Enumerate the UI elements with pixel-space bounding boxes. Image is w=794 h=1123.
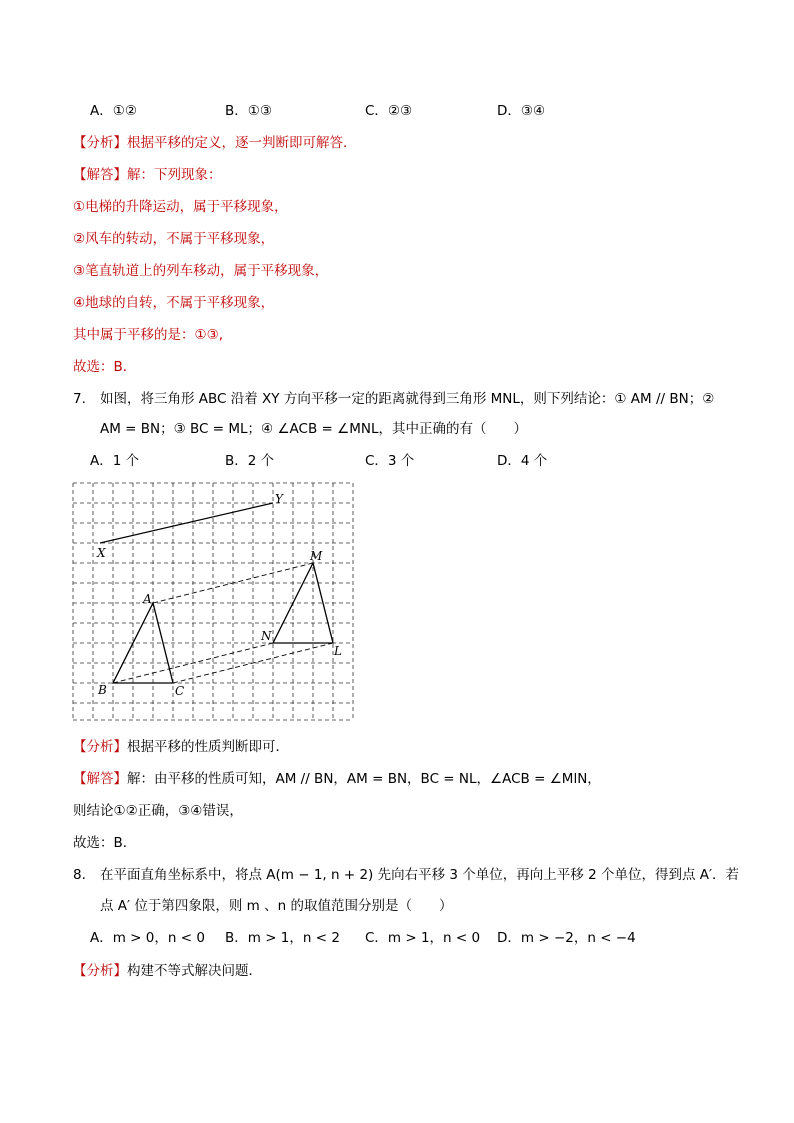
q6-analysis: [73, 133, 357, 153]
q7-option-b: B．2 个: [225, 453, 275, 469]
label-l: L: [334, 644, 342, 658]
conclusion-prefix: 其中属于平移的是：: [73, 327, 195, 343]
analysis-text: 根据平移的性质判断即可．: [127, 739, 289, 755]
q6-item-4: ④地球的自转，不属于平移现象，: [73, 295, 275, 311]
q6-option-d: D．③④: [497, 103, 546, 119]
q6-option-a: A．①②: [90, 103, 137, 119]
label-n: N: [261, 629, 272, 643]
q6-item-3: ③笔直轨道上的列车移动，属于平移现象，: [73, 263, 329, 279]
q7-result: 则结论①②正确，③④错误，: [73, 803, 243, 819]
q7-number: 7.: [73, 391, 86, 407]
q6-choice: 故选：B．: [73, 359, 137, 375]
q7-analysis: [73, 737, 289, 757]
label-y: Y: [275, 492, 283, 506]
label-x: X: [97, 546, 106, 560]
solution-tag: 【解答】: [73, 167, 127, 183]
q7-figure: [70, 480, 360, 725]
q6-solution: [73, 165, 222, 185]
triangle-mnl: [273, 563, 333, 643]
q6-item-1: ①电梯的升降运动，属于平移现象，: [73, 199, 288, 215]
q8-option-c: C．m > 1，n < 0: [365, 930, 481, 946]
q6-option-c: C．②③: [365, 103, 413, 119]
q8-option-a: A．m > 0，n < 0: [90, 930, 205, 946]
q8-analysis: [73, 961, 262, 981]
q8-option-d: D．m > −2，n < −4: [497, 930, 636, 946]
q7-option-a: A．1 个: [90, 453, 140, 469]
analysis-tag: 【分析】: [73, 135, 127, 151]
solution-tag: 【解答】: [73, 771, 127, 787]
q7-option-c: C．3 个: [365, 453, 415, 469]
conclusion-value: ①③,: [194, 327, 223, 343]
q8-option-b: B．m > 1，n < 2: [225, 930, 340, 946]
q6-item-2: ②风车的转动，不属于平移现象，: [73, 231, 275, 247]
analysis-text: 构建不等式解决问题．: [127, 963, 262, 979]
q8-number: 8.: [73, 867, 86, 883]
q7-choice: 故选：B．: [73, 835, 137, 851]
label-m: M: [310, 549, 323, 563]
q6-option-b: B．①③: [225, 103, 272, 119]
q8-stem-line1: 在平面直角坐标系中，将点 A(m − 1, n + 2) 先向右平移 3 个单位，再向上平移 2 个单位，得到点 A′．若: [100, 867, 740, 883]
q8-stem-line2: 点 A′ 位于第四象限，则 m 、n 的取值范围分别是（ ）: [100, 898, 453, 914]
solution-text: 解：由平移的性质可知，AM // BN，AM = BN，BC = NL，∠ACB = ∠MlN，: [127, 771, 601, 787]
solution-intro: 解：下列现象：: [127, 167, 222, 183]
analysis-tag: 【分析】: [73, 963, 127, 979]
grid: [73, 483, 353, 720]
q7-stem-line1: 如图，将三角形 ABC 沿着 XY 方向平移一定的距离就得到三角形 MNL，则下列结论：① AM // BN；②: [100, 391, 715, 407]
label-c: C: [175, 684, 185, 698]
q7-solution: [73, 769, 601, 789]
label-a: A: [143, 592, 152, 606]
q7-option-d: D．4 个: [497, 453, 548, 469]
analysis-tag: 【分析】: [73, 739, 127, 755]
q6-conclusion: [73, 325, 223, 345]
analysis-text: 根据平移的定义，逐一判断即可解答．: [127, 135, 357, 151]
q7-stem-line2: AM = BN；③ BC = ML；④ ∠ACB = ∠MNL，其中正确的有（ ）: [100, 421, 527, 437]
label-b: B: [98, 683, 107, 697]
